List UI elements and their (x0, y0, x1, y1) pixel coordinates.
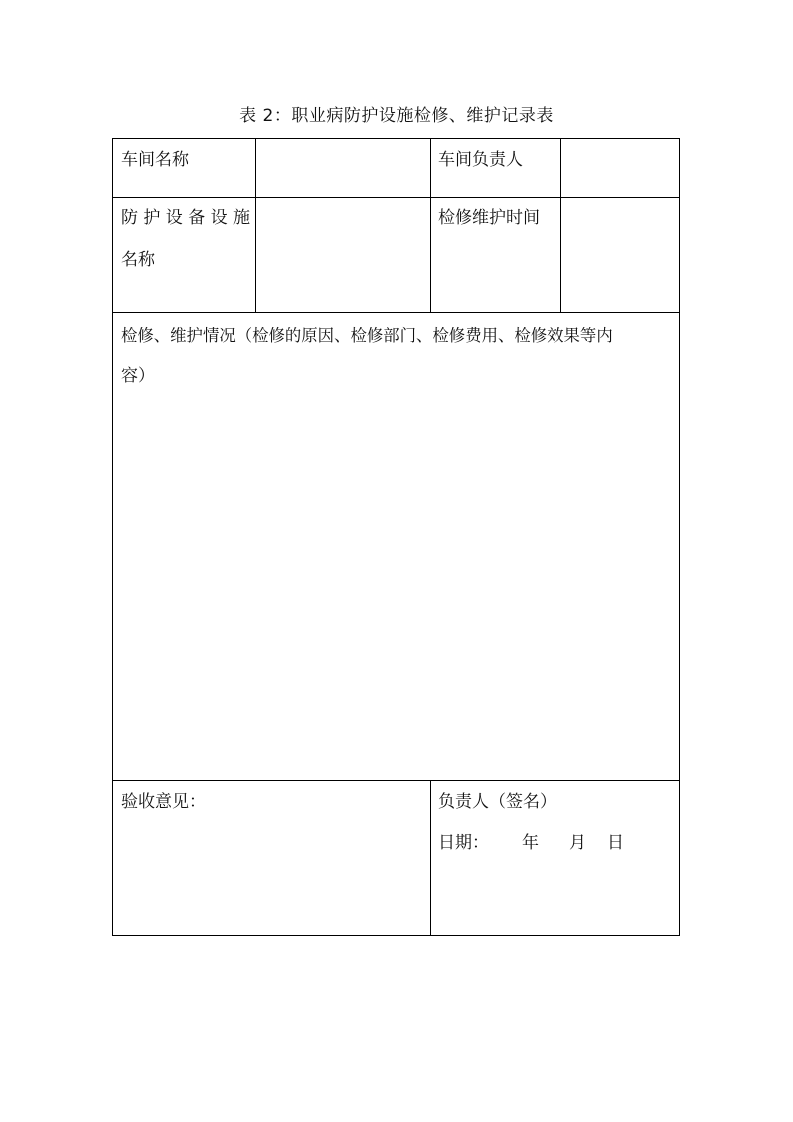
col-divider-3 (560, 139, 561, 312)
date-label: 日期： (438, 833, 489, 853)
row-divider-1 (113, 197, 679, 198)
month-label: 月 (569, 833, 586, 853)
facility-name-label-line1: 防 护 设 备 设 施 (121, 208, 251, 228)
row-divider-2 (113, 312, 679, 313)
facility-name-label-line2: 名称 (121, 250, 155, 270)
signature-label: 负责人（签名） (438, 792, 557, 812)
details-label-line1: 检修、维护情况（检修的原因、检修部门、检修费用、检修效果等内 (121, 326, 613, 345)
form-title: 表 2：职业病防护设施检修、维护记录表 (239, 106, 554, 126)
facility-name-field[interactable] (263, 206, 423, 230)
day-label: 日 (607, 833, 624, 853)
maintenance-time-label: 检修维护时间 (438, 208, 540, 228)
workshop-name-field[interactable] (263, 148, 423, 172)
col-divider-2 (430, 139, 431, 312)
workshop-manager-field[interactable] (568, 148, 673, 172)
acceptance-opinion-label: 验收意见： (121, 792, 206, 812)
details-label-line2: 容） (121, 366, 155, 386)
row-divider-3 (113, 780, 679, 781)
workshop-name-label: 车间名称 (121, 150, 189, 170)
maintenance-time-field[interactable] (568, 206, 673, 230)
year-label: 年 (522, 833, 539, 853)
col-divider-bottom (430, 780, 431, 936)
maintenance-record-table (112, 138, 680, 936)
workshop-manager-label: 车间负责人 (438, 150, 523, 170)
col-divider-1 (255, 139, 256, 312)
